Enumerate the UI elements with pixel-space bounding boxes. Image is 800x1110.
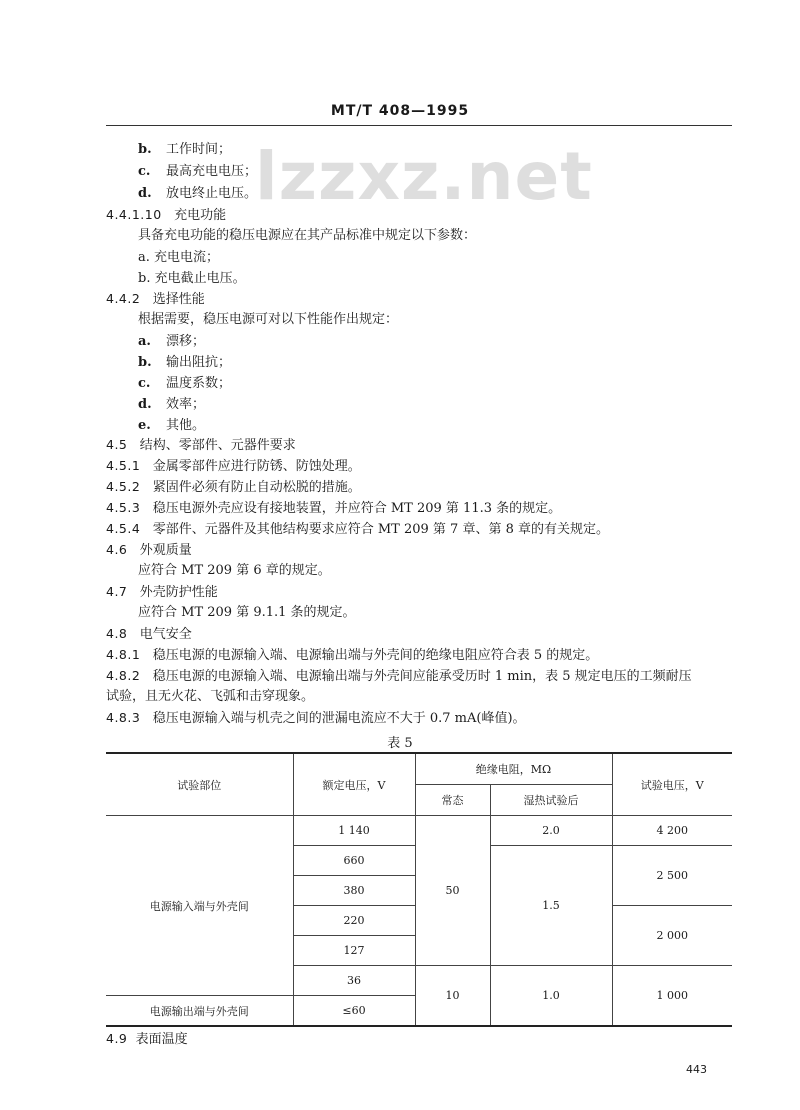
cell-rated: 380 bbox=[293, 876, 415, 906]
list-item bbox=[138, 334, 205, 350]
clause-text: 紧固件必须有防止自动松脱的措施。 bbox=[152, 480, 361, 495]
clause-text: 选择性能 bbox=[152, 292, 205, 307]
list-text: 其他。 bbox=[166, 418, 206, 433]
list-item bbox=[138, 164, 257, 180]
cell-damp: 2.0 bbox=[490, 816, 612, 846]
list-marker: b. bbox=[138, 142, 152, 157]
list-item: a. 充电电流； bbox=[138, 250, 220, 265]
clause-text: 表面温度 bbox=[135, 1032, 188, 1047]
clause-heading bbox=[106, 437, 296, 454]
clause-text: 零部件、元器件及其他结构要求应符合 MT 209 第 7 章、第 8 章的有关规定。 bbox=[152, 522, 609, 537]
list-marker: a. bbox=[138, 334, 151, 349]
clause-text: 稳压电源的电源输入端、电源输出端与外壳间的绝缘电阻应符合表 5 的规定。 bbox=[152, 648, 599, 663]
document-code: MT/T 408—1995 bbox=[330, 103, 470, 119]
clause-number: 4.8 bbox=[106, 626, 128, 641]
clause-heading bbox=[106, 1031, 188, 1048]
cell-rated: 220 bbox=[293, 906, 415, 936]
list-text: 输出阻抗； bbox=[166, 355, 232, 370]
clause-number: 4.7 bbox=[106, 584, 128, 599]
clause bbox=[106, 500, 561, 517]
clause-text: 结构、零部件、元器件要求 bbox=[139, 438, 296, 453]
cell-rated: 127 bbox=[293, 936, 415, 966]
clause bbox=[106, 647, 598, 664]
clause-number: 4.5.3 bbox=[106, 500, 141, 515]
list-item bbox=[138, 355, 231, 371]
cell-rated: 1 140 bbox=[293, 816, 415, 846]
cell-rated: 36 bbox=[293, 966, 415, 996]
clause-heading bbox=[106, 626, 192, 643]
list-text: 工作时间； bbox=[166, 142, 232, 157]
paragraph: 应符合 MT 209 第 9.1.1 条的规定。 bbox=[138, 605, 356, 620]
cell-test-voltage: 1 000 bbox=[612, 966, 732, 1027]
insulation-table bbox=[106, 752, 732, 1027]
clause-text: 电气安全 bbox=[139, 627, 192, 642]
list-item bbox=[138, 397, 205, 413]
clause-text: 稳压电源的电源输入端、电源输出端与外壳间应能承受历时 1 min，表 5 规定电压的工频耐压 bbox=[152, 669, 692, 684]
clause-number: 4.9 bbox=[106, 1031, 128, 1046]
clause bbox=[106, 479, 361, 496]
clause-text: 外观质量 bbox=[139, 543, 192, 558]
clause-number: 4.8.3 bbox=[106, 710, 141, 725]
clause-text: 稳压电源外壳应设有接地装置，并应符合 MT 209 第 11.3 条的规定。 bbox=[152, 501, 562, 516]
cell-damp: 1.0 bbox=[490, 966, 612, 1027]
clause bbox=[106, 710, 526, 727]
header-rated-voltage: 额定电压，V bbox=[293, 753, 415, 816]
header-test-voltage: 试验电压，V bbox=[612, 753, 732, 816]
list-item bbox=[138, 376, 231, 392]
header-insulation: 绝缘电阻，MΩ bbox=[415, 753, 612, 785]
clause-heading bbox=[106, 542, 192, 559]
cell-normal: 50 bbox=[415, 816, 490, 966]
clause-number: 4.4.1.10 bbox=[106, 207, 162, 222]
list-item bbox=[138, 142, 231, 158]
header-test-part: 试验部位 bbox=[106, 753, 293, 816]
cell-output-part: 电源输出端与外壳间 bbox=[106, 996, 293, 1027]
cell-normal: 10 bbox=[415, 966, 490, 1027]
paragraph: 试验，且无火花、飞弧和击穿现象。 bbox=[106, 689, 315, 704]
list-item bbox=[138, 186, 257, 202]
table-title: 表 5 bbox=[387, 736, 413, 751]
cell-damp: 1.5 bbox=[490, 846, 612, 966]
clause-number: 4.5.4 bbox=[106, 521, 141, 536]
header-after-damp-heat: 湿热试验后 bbox=[490, 785, 612, 816]
list-marker: e. bbox=[138, 418, 151, 433]
list-marker: d. bbox=[138, 397, 152, 412]
clause-text: 外壳防护性能 bbox=[139, 585, 218, 600]
list-text: 放电终止电压。 bbox=[166, 186, 258, 201]
clause-number: 4.4.2 bbox=[106, 291, 141, 306]
header-rule bbox=[106, 125, 732, 126]
paragraph: 根据需要，稳压电源可对以下性能作出规定： bbox=[138, 312, 399, 327]
cell-rated: 660 bbox=[293, 846, 415, 876]
list-marker: c. bbox=[138, 376, 151, 391]
cell-test-voltage: 4 200 bbox=[612, 816, 732, 846]
list-text: 温度系数； bbox=[166, 376, 232, 391]
clause-heading bbox=[106, 207, 226, 224]
list-marker: b. bbox=[138, 355, 152, 370]
clause-heading bbox=[106, 291, 205, 308]
page-number: 443 bbox=[686, 1063, 707, 1076]
cell-input-part: 电源输入端与外壳间 bbox=[106, 816, 293, 996]
list-item: b. 充电截止电压。 bbox=[138, 271, 246, 286]
clause bbox=[106, 458, 361, 475]
paragraph: 具备充电功能的稳压电源应在其产品标准中规定以下参数： bbox=[138, 228, 477, 243]
clause-heading bbox=[106, 584, 218, 601]
clause-number: 4.5 bbox=[106, 437, 128, 452]
clause-number: 4.5.2 bbox=[106, 479, 141, 494]
clause bbox=[106, 668, 692, 685]
clause-number: 4.6 bbox=[106, 542, 128, 557]
list-item bbox=[138, 418, 205, 434]
clause-text: 稳压电源输入端与机壳之间的泄漏电流应不大于 0.7 mA(峰值)。 bbox=[152, 711, 526, 726]
header-normal: 常态 bbox=[415, 785, 490, 816]
table-row bbox=[106, 816, 732, 846]
clause-text: 金属零部件应进行防锈、防蚀处理。 bbox=[152, 459, 361, 474]
clause-number: 4.8.2 bbox=[106, 668, 141, 683]
clause-number: 4.5.1 bbox=[106, 458, 141, 473]
clause-number: 4.8.1 bbox=[106, 647, 141, 662]
list-marker: c. bbox=[138, 164, 151, 179]
list-text: 效率； bbox=[166, 397, 206, 412]
cell-test-voltage: 2 500 bbox=[612, 846, 732, 906]
list-text: 漂移； bbox=[166, 334, 206, 349]
list-marker: d. bbox=[138, 186, 152, 201]
list-text: 最高充电电压； bbox=[166, 164, 258, 179]
clause bbox=[106, 521, 609, 538]
clause-text: 充电功能 bbox=[174, 208, 227, 223]
cell-test-voltage: 2 000 bbox=[612, 906, 732, 966]
watermark-text: lzzxz.net bbox=[255, 138, 593, 215]
paragraph: 应符合 MT 209 第 6 章的规定。 bbox=[138, 563, 331, 578]
cell-rated: ≤60 bbox=[293, 996, 415, 1027]
